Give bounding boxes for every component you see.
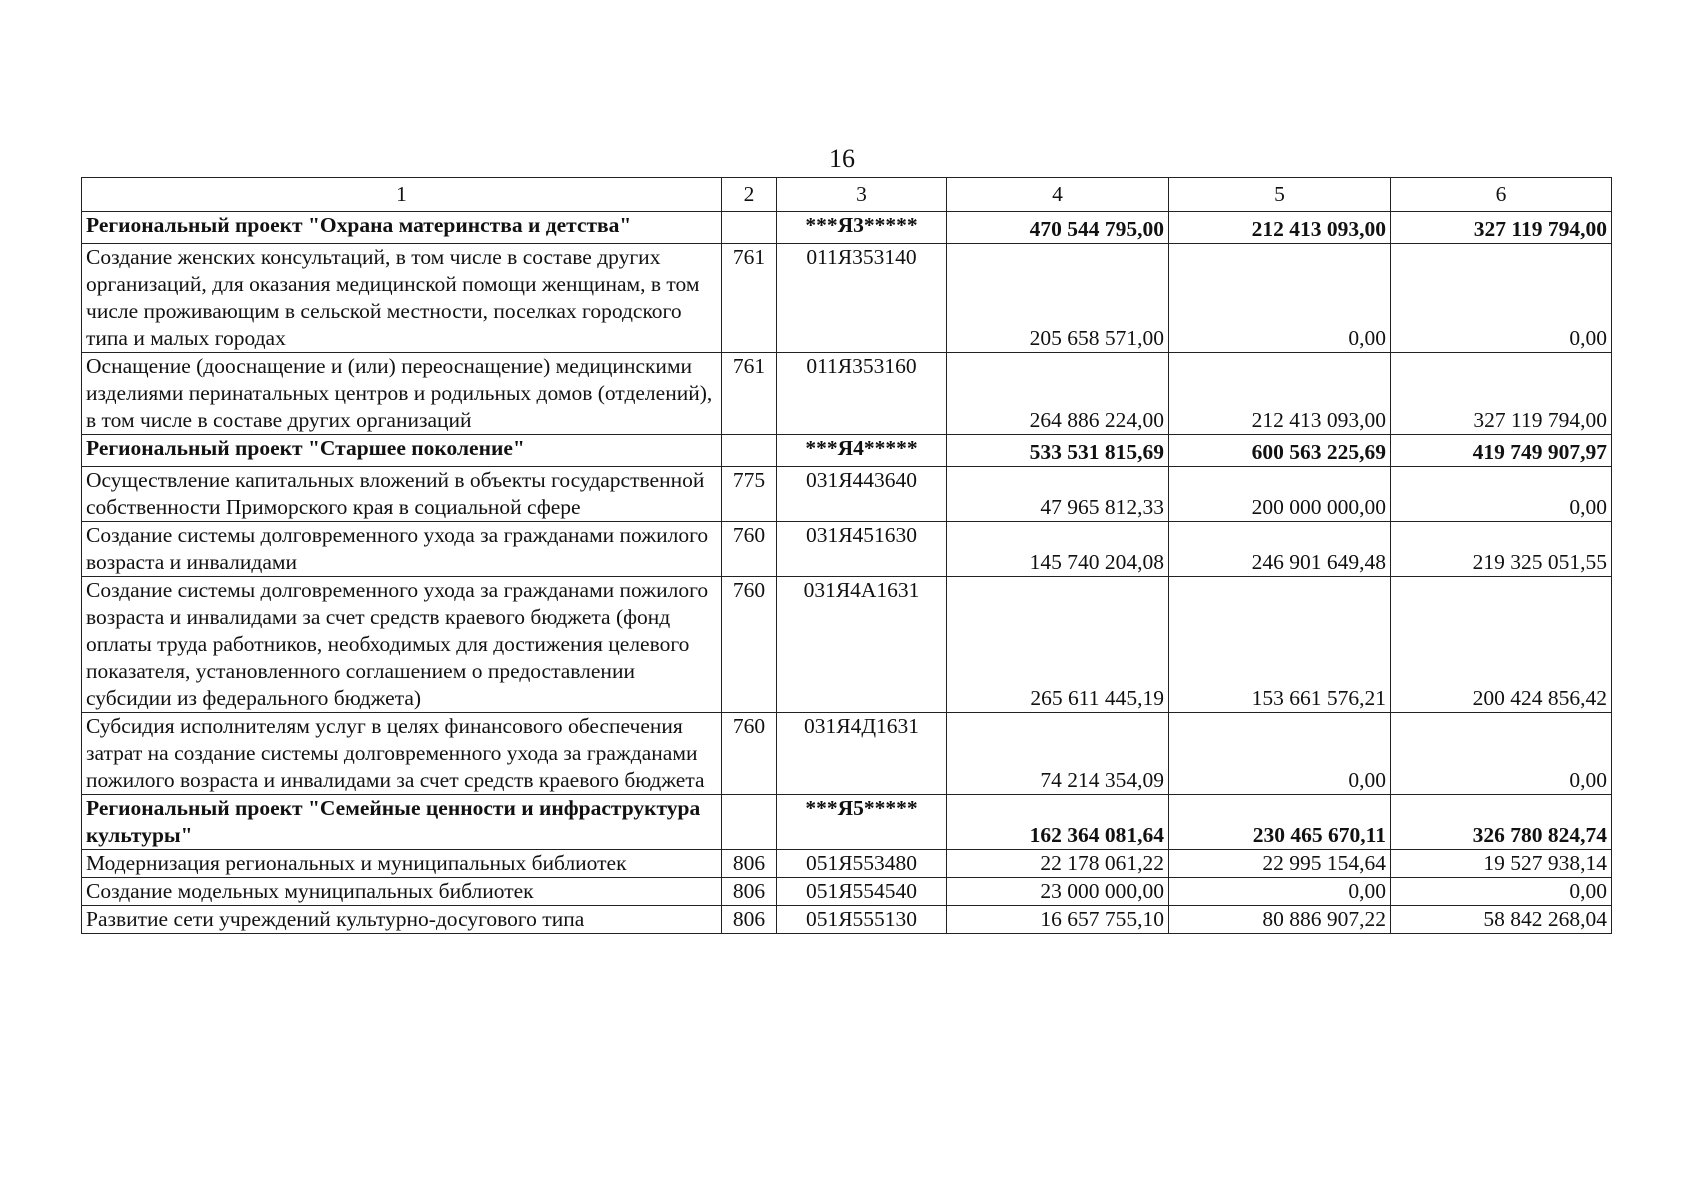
row-code	[722, 795, 777, 850]
row-value-col4: 205 658 571,00	[947, 244, 1169, 353]
column-header-4: 4	[947, 178, 1169, 212]
row-value-col6: 327 119 794,00	[1391, 212, 1612, 244]
row-value-col4: 264 886 224,00	[947, 353, 1169, 435]
row-name: Модернизация региональных и муниципальных библиотек	[82, 850, 722, 878]
row-value-col6: 419 749 907,97	[1391, 435, 1612, 467]
row-value-col6: 0,00	[1391, 467, 1612, 522]
row-code: 760	[722, 522, 777, 577]
budget-table	[81, 177, 1612, 934]
table-row	[82, 353, 1612, 435]
row-code: 806	[722, 878, 777, 906]
row-value-col6: 19 527 938,14	[1391, 850, 1612, 878]
row-classifier: 011Я353160	[777, 353, 947, 435]
row-code: 761	[722, 353, 777, 435]
row-classifier: 011Я353140	[777, 244, 947, 353]
row-value-col5: 0,00	[1169, 244, 1391, 353]
row-code	[722, 435, 777, 467]
row-value-col4: 533 531 815,69	[947, 435, 1169, 467]
row-code: 760	[722, 713, 777, 795]
row-value-col6: 0,00	[1391, 878, 1612, 906]
row-value-col5: 200 000 000,00	[1169, 467, 1391, 522]
row-name: Создание модельных муниципальных библиотек	[82, 878, 722, 906]
row-value-col4: 74 214 354,09	[947, 713, 1169, 795]
row-classifier: 051Я555130	[777, 906, 947, 934]
table-row	[82, 467, 1612, 522]
row-classifier: 051Я553480	[777, 850, 947, 878]
row-name: Создание системы долговременного ухода за гражданами пожилого возраста и инвалидами	[82, 522, 722, 577]
row-value-col6: 219 325 051,55	[1391, 522, 1612, 577]
row-value-col5: 0,00	[1169, 878, 1391, 906]
row-value-col6: 326 780 824,74	[1391, 795, 1612, 850]
row-value-col4: 265 611 445,19	[947, 577, 1169, 713]
row-value-col4: 47 965 812,33	[947, 467, 1169, 522]
column-header-6: 6	[1391, 178, 1612, 212]
row-value-col5: 153 661 576,21	[1169, 577, 1391, 713]
row-classifier: ***Я5*****	[777, 795, 947, 850]
row-code: 806	[722, 850, 777, 878]
row-name: Оснащение (дооснащение и (или) переоснащение) медицинскими изделиями перинатальных центров и родильных домов (отделений), в том числе в составе других организаций	[82, 353, 722, 435]
row-classifier: 031Я4Д1631	[777, 713, 947, 795]
row-name: Региональный проект "Охрана материнства и детства"	[82, 212, 722, 244]
row-classifier: ***Я3*****	[777, 212, 947, 244]
table-row	[82, 522, 1612, 577]
row-value-col6: 327 119 794,00	[1391, 353, 1612, 435]
column-header-2: 2	[722, 178, 777, 212]
row-classifier: 051Я554540	[777, 878, 947, 906]
row-name: Создание женских консультаций, в том числе в составе других организаций, для оказания медицинской помощи женщинам, в том числе проживающим в сельской местности, поселках городского типа и малых городах	[82, 244, 722, 353]
row-value-col4: 23 000 000,00	[947, 878, 1169, 906]
row-value-col5: 212 413 093,00	[1169, 353, 1391, 435]
row-value-col6: 0,00	[1391, 244, 1612, 353]
row-code	[722, 212, 777, 244]
column-header-1: 1	[82, 178, 722, 212]
row-classifier: 031Я4А1631	[777, 577, 947, 713]
row-name: Создание системы долговременного ухода за гражданами пожилого возраста и инвалидами за счет средств краевого бюджета (фонд оплаты труда работников, необходимых для достижения целевого показателя, установленного соглашением о предоставлении субсидии из федерального бюджета)	[82, 577, 722, 713]
row-value-col5: 0,00	[1169, 713, 1391, 795]
table-row	[82, 878, 1612, 906]
row-code: 761	[722, 244, 777, 353]
row-value-col6: 58 842 268,04	[1391, 906, 1612, 934]
row-code: 760	[722, 577, 777, 713]
table-row	[82, 850, 1612, 878]
row-value-col4: 470 544 795,00	[947, 212, 1169, 244]
row-value-col4: 16 657 755,10	[947, 906, 1169, 934]
row-name: Осуществление капитальных вложений в объекты государственной собственности Приморского края в социальной сфере	[82, 467, 722, 522]
table-row	[82, 577, 1612, 713]
row-value-col4: 22 178 061,22	[947, 850, 1169, 878]
column-header-5: 5	[1169, 178, 1391, 212]
row-value-col5: 230 465 670,11	[1169, 795, 1391, 850]
row-value-col6: 0,00	[1391, 713, 1612, 795]
project-total-row	[82, 212, 1612, 244]
row-value-col5: 246 901 649,48	[1169, 522, 1391, 577]
table-row	[82, 906, 1612, 934]
row-classifier: 031Я443640	[777, 467, 947, 522]
table-row	[82, 713, 1612, 795]
row-value-col5: 80 886 907,22	[1169, 906, 1391, 934]
project-total-row	[82, 435, 1612, 467]
column-number-row	[82, 178, 1612, 212]
row-name: Субсидия исполнителям услуг в целях финансового обеспечения затрат на создание системы долговременного ухода за гражданами пожилого возраста и инвалидами за счет средств краевого бюджета	[82, 713, 722, 795]
row-name: Развитие сети учреждений культурно-досугового типа	[82, 906, 722, 934]
row-name: Региональный проект "Семейные ценности и инфраструктура культуры"	[82, 795, 722, 850]
row-value-col4: 162 364 081,64	[947, 795, 1169, 850]
row-value-col6: 200 424 856,42	[1391, 577, 1612, 713]
row-value-col4: 145 740 204,08	[947, 522, 1169, 577]
page-number: 16	[829, 144, 855, 173]
row-code: 806	[722, 906, 777, 934]
row-name: Региональный проект "Старшее поколение"	[82, 435, 722, 467]
row-value-col5: 22 995 154,64	[1169, 850, 1391, 878]
row-value-col5: 600 563 225,69	[1169, 435, 1391, 467]
row-value-col5: 212 413 093,00	[1169, 212, 1391, 244]
row-code: 775	[722, 467, 777, 522]
row-classifier: ***Я4*****	[777, 435, 947, 467]
column-header-3: 3	[777, 178, 947, 212]
project-total-row	[82, 795, 1612, 850]
table-row	[82, 244, 1612, 353]
row-classifier: 031Я451630	[777, 522, 947, 577]
